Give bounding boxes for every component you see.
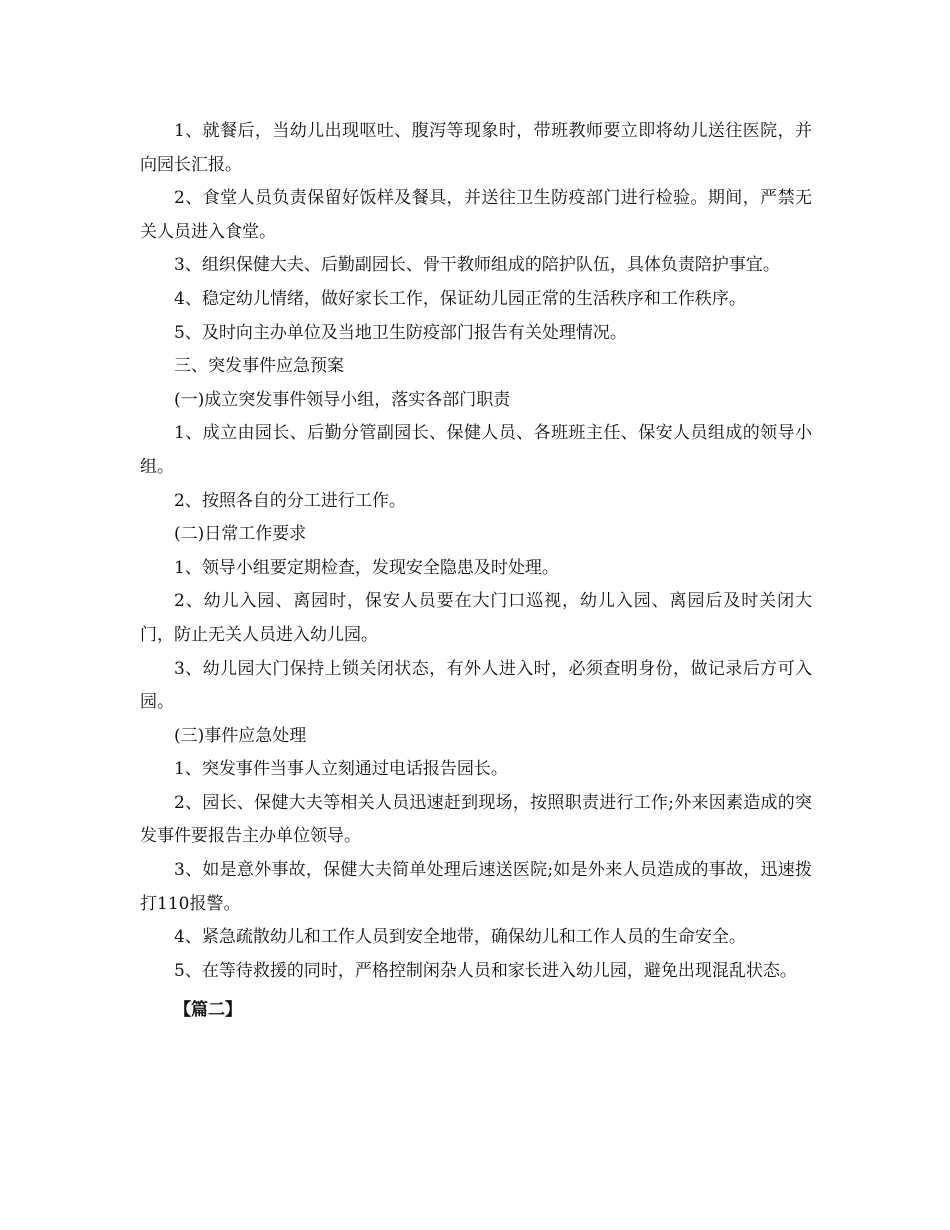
- paragraph: 1、突发事件当事人立刻通过电话报告园长。: [174, 759, 508, 780]
- paragraph: 1、成立由园长、后勤分管副园长、保健人员、各班班主任、保安人员组成的领导小组。: [140, 423, 812, 477]
- subsection-heading: (二)日常工作要求: [174, 524, 307, 545]
- paragraph: 2、园长、保健大夫等相关人员迅速赶到现场，按照职责进行工作;外来因素造成的突发事件要报告主办单位领导。: [140, 792, 812, 847]
- paragraph: 1、就餐后，当幼儿出现呕吐、腹泻等现象时，带班教师要立即将幼儿送往医院，并向园长汇报。: [140, 121, 812, 175]
- paragraph: 2、按照各自的分工进行工作。: [174, 490, 406, 511]
- paragraph: 3、如是意外事故，保健大夫简单处理后速送医院;如是外来人员造成的事故，迅速拨打110报警。: [140, 860, 812, 914]
- subsection-heading: (三)事件应急处理: [174, 725, 307, 746]
- paragraph: 3、幼儿园大门保持上锁关闭状态，有外人进入时，必须查明身份，做记录后方可入园。: [140, 658, 812, 713]
- paragraph: 3、组织保健大夫、后勤副园长、骨干教师组成的陪护队伍，具体负责陪护事宜。: [174, 255, 780, 276]
- next-section-heading: 【篇二】: [174, 1000, 242, 1021]
- paragraph: 5、在等待救援的同时，严格控制闲杂人员和家长进入幼儿园，避免出现混乱状态。: [174, 960, 797, 981]
- paragraph: 2、幼儿入园、离园时，保安人员要在大门口巡视，幼儿入园、离园后及时关闭大门，防止无关人员进入幼儿园。: [140, 591, 812, 645]
- paragraph: 1、领导小组要定期检查，发现安全隐患及时处理。: [174, 557, 559, 578]
- document-body: [140, 115, 812, 1028]
- paragraph: 5、及时向主办单位及当地卫生防疫部门报告有关处理情况。: [174, 322, 627, 343]
- paragraph: 2、食堂人员负责保留好饭样及餐具，并送往卫生防疫部门进行检验。期间，严禁无关人员进入食堂。: [140, 188, 812, 242]
- paragraph: 4、稳定幼儿情绪，做好家长工作，保证幼儿园正常的生活秩序和工作秩序。: [174, 288, 746, 309]
- paragraph: 4、紧急疏散幼儿和工作人员到安全地带，确保幼儿和工作人员的生命安全。: [174, 927, 746, 948]
- subsection-heading: (一)成立突发事件领导小组，落实各部门职责: [174, 389, 511, 410]
- section-heading: 三、突发事件应急预案: [174, 356, 344, 377]
